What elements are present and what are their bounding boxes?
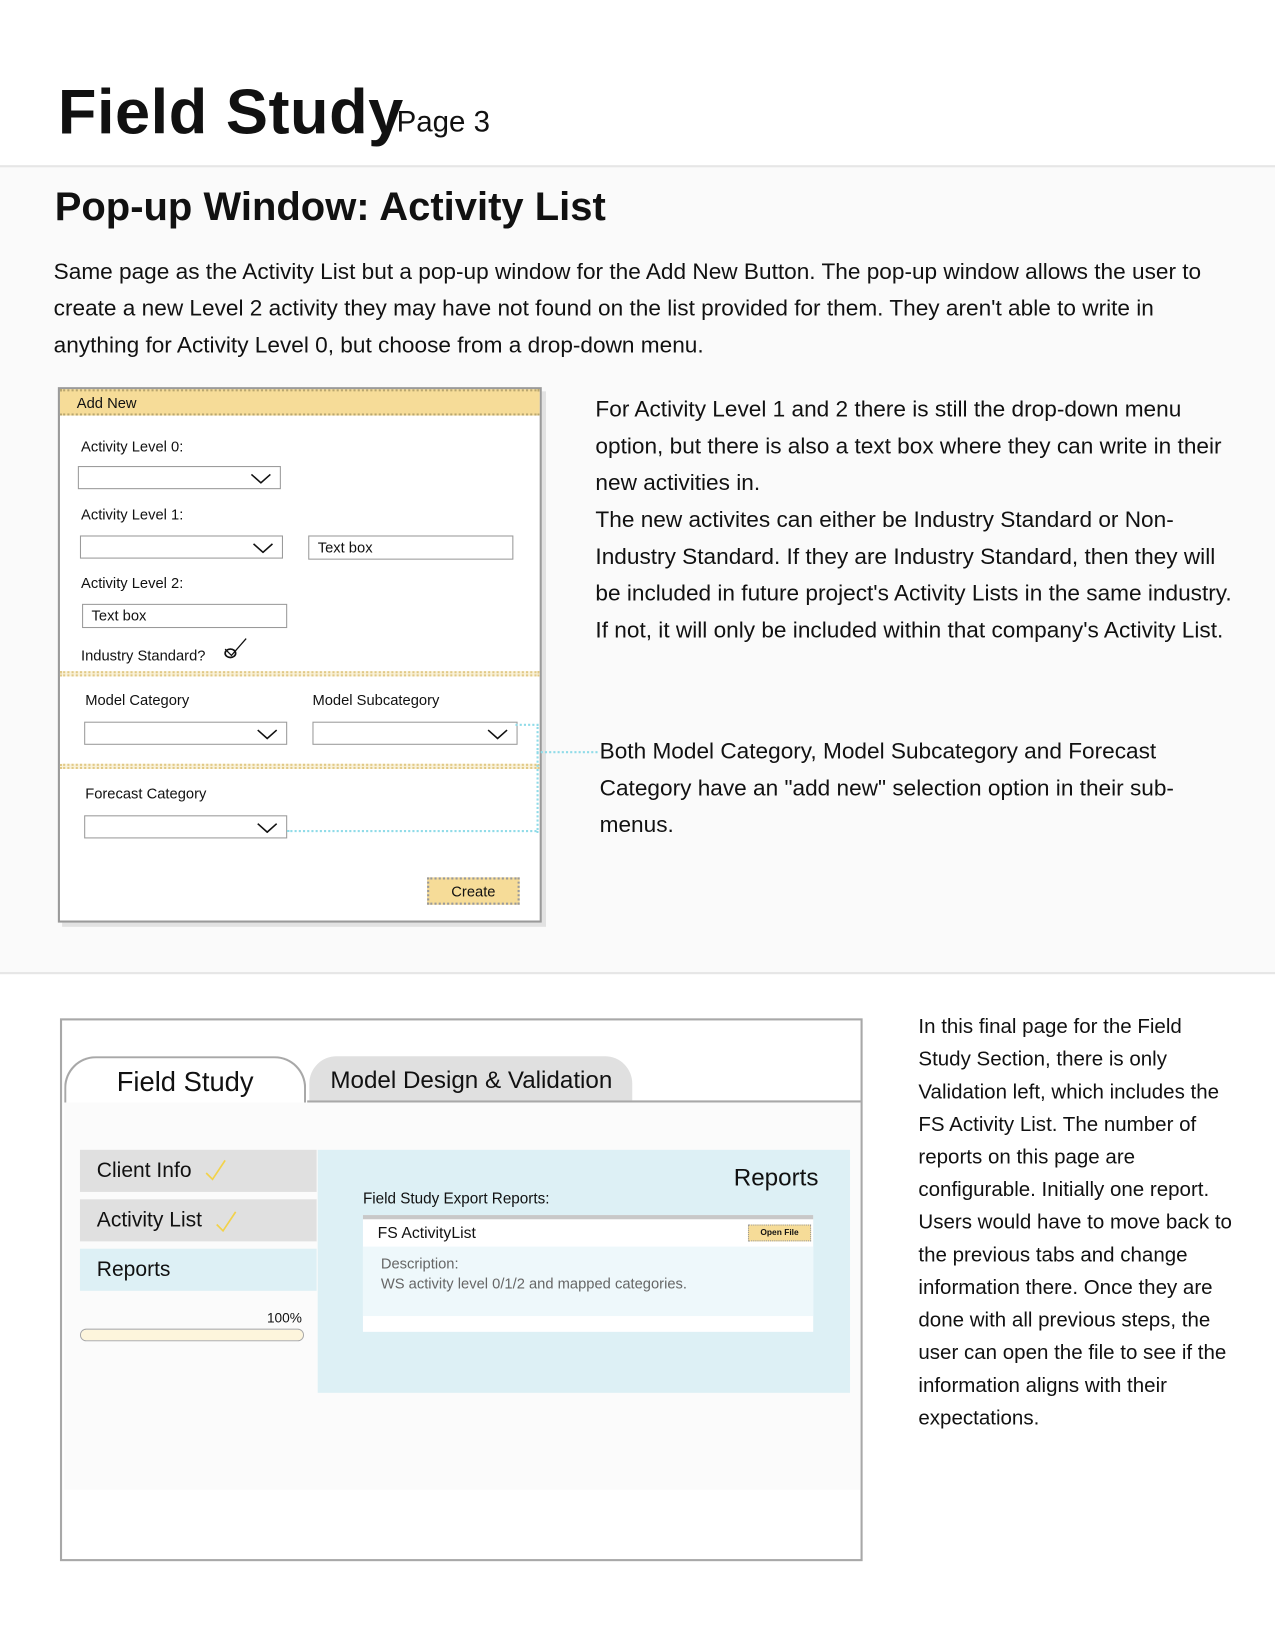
chevron-down-icon xyxy=(487,729,508,740)
reports-panel xyxy=(318,1150,850,1393)
page-number: Page 3 xyxy=(396,105,490,138)
industry-standard-checkbox[interactable] xyxy=(223,636,250,661)
activity-level-1-select[interactable] xyxy=(80,535,283,558)
sidebar-item-reports[interactable] xyxy=(80,1249,317,1291)
sidebar-item-label: Activity List xyxy=(96,1208,203,1232)
dialog-title: Add New xyxy=(60,389,540,415)
description-text: WS activity level 0/1/2 and mapped categories. xyxy=(380,1275,688,1292)
sidebar-item-client-info[interactable] xyxy=(80,1150,317,1192)
progress-label: 100% xyxy=(266,1309,302,1326)
report-description-box xyxy=(363,1247,813,1316)
activity-level-2-label: Activity Level 2: xyxy=(81,574,184,592)
divider xyxy=(60,764,540,769)
progress-bar xyxy=(80,1329,304,1342)
connector-line xyxy=(515,724,538,833)
chevron-down-icon xyxy=(257,729,278,740)
progress-fill xyxy=(81,1330,303,1341)
add-new-dialog xyxy=(58,387,542,922)
description-label: Description: xyxy=(380,1255,459,1272)
connector-line xyxy=(537,751,598,753)
forecast-category-select[interactable] xyxy=(84,815,287,838)
model-subcategory-label: Model Subcategory xyxy=(312,691,440,708)
open-file-button[interactable]: Open File xyxy=(748,1225,811,1242)
levels-note: For Activity Level 1 and 2 there is still the drop-down menu option, but there is also a text box where they can write in their new activities in. xyxy=(595,396,1222,496)
connector-line xyxy=(287,830,536,832)
tab-model-design-validation[interactable]: Model Design & Validation xyxy=(309,1056,632,1100)
chevron-down-icon xyxy=(257,823,278,834)
model-category-label: Model Category xyxy=(85,691,190,708)
forecast-category-label: Forecast Category xyxy=(85,784,207,802)
activity-level-1-textbox[interactable]: Text box xyxy=(308,535,513,559)
divider xyxy=(60,671,540,676)
create-button[interactable]: Create xyxy=(427,877,520,904)
tab-divider xyxy=(307,1100,860,1102)
export-reports-label: Field Study Export Reports: xyxy=(362,1190,550,1208)
activity-level-0-select[interactable] xyxy=(78,466,281,489)
activity-level-0-label: Activity Level 0: xyxy=(81,437,184,455)
sidebar-item-activity-list[interactable] xyxy=(80,1199,317,1241)
page-title: Field Study xyxy=(57,76,404,148)
final-note: In this final page for the Field Study Section, there is only Validation left, which includes the FS Activity List. The number of reports on this page are configurable. Initially one report. Users would have to move back to the previous tabs and change information there. Once they are done with all previous steps, the user can open the file to see if the information aligns with their expectations. xyxy=(918,1015,1232,1430)
report-name: FS ActivityList xyxy=(377,1224,476,1243)
app-mockup xyxy=(60,1018,863,1561)
sidebar-item-label: Reports xyxy=(96,1258,171,1282)
chevron-down-icon xyxy=(252,543,273,554)
check-icon xyxy=(214,1210,237,1233)
chevron-down-icon xyxy=(250,473,271,484)
panel-title: Reports xyxy=(733,1163,819,1191)
model-category-select[interactable] xyxy=(84,722,287,745)
intro-text: Same page as the Activity List but a pop-up window for the Add New Button. The pop-up window allows the user to create a new Level 2 activity they may have not found on the list provided for them. They aren't able to write in anything for Activity Level 0, but choose from a drop-down menu. xyxy=(53,258,1202,358)
tab-field-study[interactable]: Field Study xyxy=(64,1056,306,1102)
activity-level-2-textbox[interactable]: Text box xyxy=(82,604,287,628)
standard-note: The new activites can either be Industry Standard or Non-Industry Standard. If they are Industry Standard, then they will be included in future project's Activity Lists in the same industry. If not, it will only be included within that company's Activity List. xyxy=(595,507,1232,643)
report-card xyxy=(363,1215,813,1332)
model-subcategory-select[interactable] xyxy=(312,722,517,745)
section-heading: Pop-up Window: Activity List xyxy=(54,185,606,230)
industry-standard-label: Industry Standard? xyxy=(81,646,206,664)
sidebar-item-label: Client Info xyxy=(96,1159,192,1183)
category-note: Both Model Category, Model Subcategory and Forecast Category have an "add new" selection option in their sub-menus. xyxy=(599,738,1174,838)
check-icon xyxy=(204,1158,227,1181)
activity-level-1-label: Activity Level 1: xyxy=(81,506,184,523)
